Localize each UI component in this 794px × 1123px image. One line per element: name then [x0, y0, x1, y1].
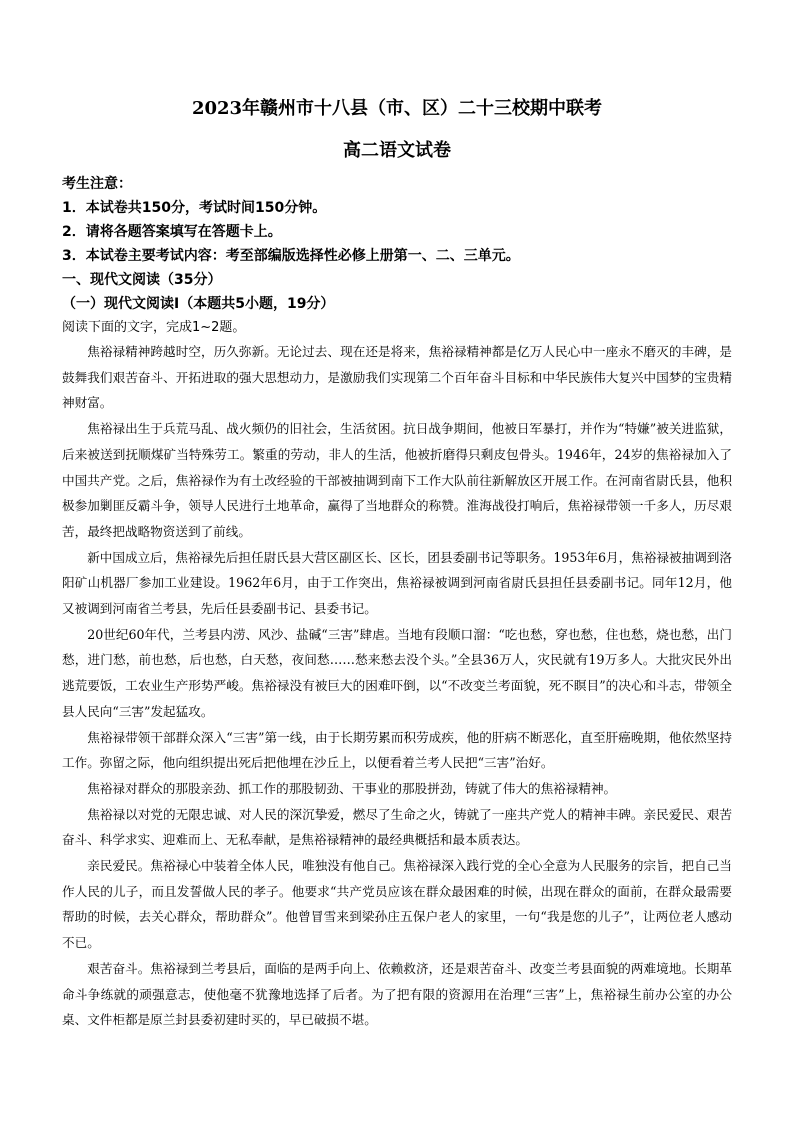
notes-heading: 考生注意： — [62, 176, 132, 192]
passage-paragraph-5: 焦裕禄带领干部群众深入“三害”第一线，由于长期劳累而积劳成疾，他的肝病不断恶化，直至肝癌晚期，他依然坚持工作。弥留之际，他向组织提出死后把他埋在沙丘上，以便看着兰考人民把“三害”治好。 — [62, 729, 732, 771]
note-item-1: 1．本试卷共150分，考试时间150分钟。 — [62, 200, 327, 216]
exam-subtitle: 高二语文试卷 — [343, 140, 451, 161]
passage-paragraph-9: 艰苦奋斗。焦裕禄到兰考县后，面临的是两手向上、依赖救济，还是艰苦奋斗、改变兰考县面貌的两难境地。长期革命斗争练就的顽强意志，使他毫不犹豫地选择了后者。为了把有限的资源用在治理“三害”上，焦裕禄生前办公室的办公桌、文件柜都是原兰封县委初建时买的，早已破损不堪。 — [62, 960, 732, 1028]
note-item-2: 2．请将各题答案填写在答题卡上。 — [62, 224, 282, 240]
passage-paragraph-1: 焦裕禄精神跨越时空，历久弥新。无论过去、现在还是将来，焦裕禄精神都是亿万人民心中一座永不磨灭的丰碑，是鼓舞我们艰苦奋斗、开拓进取的强大思想动力，是激励我们实现第二个百年奋斗目标和中华民族伟大复兴中国梦的宝贵精神财富。 — [62, 344, 732, 411]
passage-paragraph-3: 新中国成立后，焦裕禄先后担任尉氏县大营区副区长、区长，团县委副书记等职务。1953年6月，焦裕禄被抽调到洛阳矿山机器厂参加工业建设。1962年6月，由于工作突出，焦裕禄被调到河南省尉氏县担任县委副书记。同年12月，他又被调到河南省兰考县，先后任县委副书记、县委书记。 — [62, 549, 732, 617]
passage-paragraph-6: 焦裕禄对群众的那股亲劲、抓工作的那股韧劲、干事业的那股拼劲，铸就了伟大的焦裕禄精神。 — [87, 780, 617, 796]
passage-paragraph-2: 焦裕禄出生于兵荒马乱、战火频仍的旧社会，生活贫困。抗日战争期间，他被日军暴打，并作为“特嫌”被关进监狱，后来被送到抚顺煤矿当特殊劳工。繁重的劳动，非人的生活，他被折磨得只剩皮包骨头。1946年，24岁的焦裕禄加入了中国共产党。之后，焦裕禄作为有土改经验的干部被抽调到南下工作大队前往新解放区开展工作。在河南省尉氏县，他积极参加剿匪反霸斗争，领导人民进行土地革命，赢得了当地群众的称赞。淮海战役打响后，焦裕禄带领一千多人，历尽艰苦，最终把战略物资送到了前线。 — [62, 421, 732, 539]
section-title: 一、现代文阅读（35分） — [62, 272, 222, 288]
exam-title: 2023年赣州市十八县（市、区）二十三校期中联考 — [191, 98, 603, 119]
passage-paragraph-8: 亲民爱民。焦裕禄心中装着全体人民，唯独没有他自己。焦裕禄深入践行党的全心全意为人民服务的宗旨，把自己当作人民的儿子，而且发誓做人民的孝子。他要求“共产党员应该在群众最困难的时候，出现在群众的面前，在群众最需要帮助的时候，去关心群众，帮助群众”。他曾冒雪来到梁孙庄五保户老人的家里，一句“我是您的儿子”，让两位老人感动不已。 — [62, 858, 732, 951]
reading-instruction: 阅读下面的文字，完成1~2题。 — [62, 320, 246, 335]
section-subtitle: （一）现代文阅读Ⅰ（本题共5小题，19分） — [62, 296, 335, 312]
passage-paragraph-7: 焦裕禄以对党的无限忠诚、对人民的深沉挚爱，燃尽了生命之火，铸就了一座共产党人的精神丰碑。亲民爱民、艰苦奋斗、科学求实、迎难而上、无私奉献，是焦裕禄精神的最经典概括和最本质表达。 — [62, 806, 732, 848]
note-item-3: 3．本试卷主要考试内容：考至部编版选择性必修上册第一、二、三单元。 — [62, 248, 520, 264]
passage-paragraph-4: 20世纪60年代，兰考县内涝、风沙、盐碱“三害”肆虐。当地有段顺口溜：“吃也愁，穿也愁，住也愁，烧也愁，出门愁，进门愁，前也愁，后也愁，白天愁，夜间愁……愁来愁去没个头。”全县36万人，灾民就有19万多人。大批灾民外出逃荒要饭，工农业生产形势严峻。焦裕禄没有被巨大的困难吓倒，以“不改变兰考面貌，死不瞑目”的决心和斗志，带领全县人民向“三害”发起猛攻。 — [62, 626, 732, 719]
